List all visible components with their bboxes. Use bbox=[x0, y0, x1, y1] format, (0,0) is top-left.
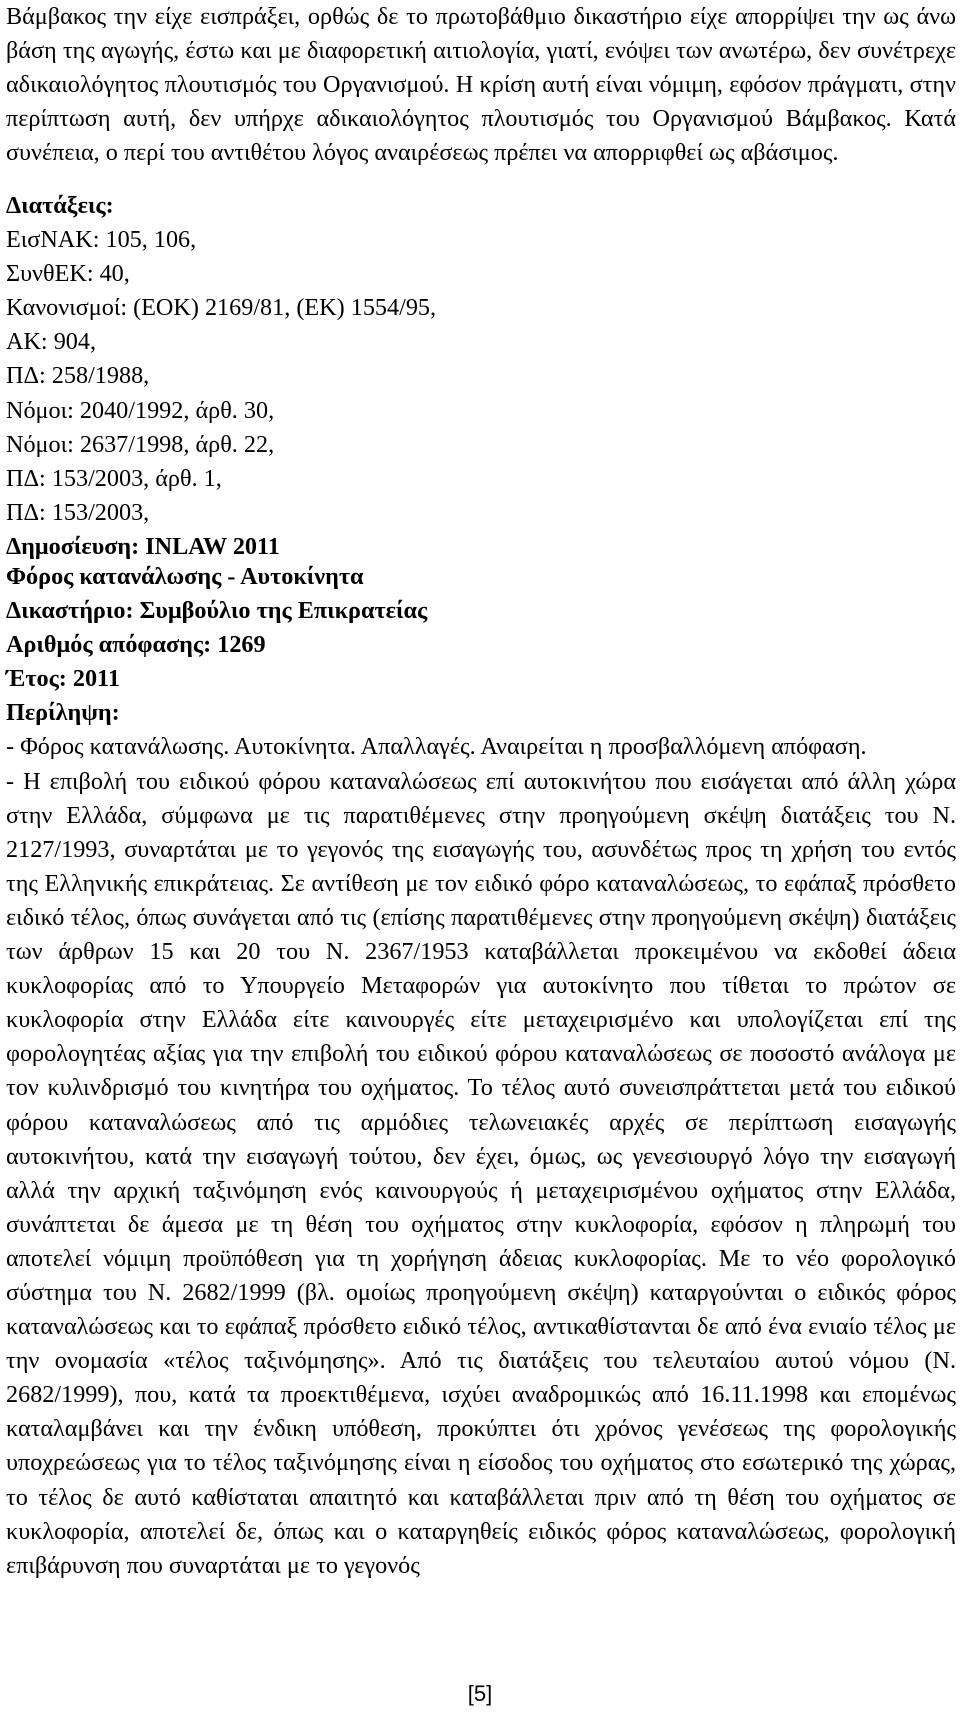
provision-item: ΠΔ: 153/2003, άρθ. 1, bbox=[6, 464, 222, 492]
provision-item: ΠΔ: 258/1988, bbox=[6, 362, 150, 390]
summary-heading: Περίληψη: bbox=[6, 699, 120, 727]
provision-item: Νόμοι: 2637/1998, άρθ. 22, bbox=[6, 430, 275, 458]
case-section bbox=[6, 560, 956, 1583]
page-number: [5] bbox=[467, 1681, 493, 1706]
provisions-heading: Διατάξεις: bbox=[6, 192, 114, 219]
summary-paragraph-2: - Η επιβολή του ειδικού φόρου καταναλώσεως επί αυτοκινήτου που εισάγεται από άλλη χώρα στην Ελλάδα, σύμφωνα με τις παρατιθέμενες στην προηγούμενη σκέψη διατάξεις του Ν. 2127/1993, συναρτάται με το γεγονός της εισαγωγής του, ασυνδέτως προς τη χρήση του εντός της Ελληνικής επικράτειας. Σε αντίθεση με τον ειδικό φόρο καταναλώσεως, το εφάπαξ πρόσθετο ειδικό τέλος, όπως συνάγεται από τις (επίσης παρατιθέμενες στην προηγούμενη σκέψη) διατάξεις των άρθρων 15 και 20 του Ν. 2367/1953 καταβάλλεται προκειμένου να εκδοθεί άδεια κυκλοφορίας από το Υπουργείο Μεταφορών για αυτοκίνητο που τίθεται το πρώτον σε κυκλοφορία στην Ελλάδα είτε καινουργές είτε μεταχειρισμένο και υπολογίζεται επί της φορολογητέας αξίας για την επιβολή του ειδικού φόρου καταναλώσεως σε ποσοστό ανάλογα με τον κυλινδρισμό του κινητήρα του οχήματος. Το τέλος αυτό συνεισπράττεται μετά του ειδικού φόρου καταναλώσεως από τις αρμόδιες τελωνειακές αρχές σε περίπτωση εισαγωγής αυτοκινήτου, κατά την εισαγωγή τούτου, δεν έχει, όμως, ως γενεσιουργό λόγο την εισαγωγή αλλά την αρχική ταξινόμηση ενός καινουργούς ή μεταχειρισμένου οχήματος στην Ελλάδα, συνάπτεται δε άμεσα με τη θέση του οχήματος στην κυκλοφορία, εφόσον η πληρωμή του αποτελεί νόμιμη προϋπόθεση για τη χορήγηση άδειας κυκλοφορίας. Με το νέο φορολογικό σύστημα του Ν. 2682/1999 (βλ. ομοίως προηγούμενη σκέψη) καταργούνται ο ειδικός φόρος καταναλώσεως και το εφάπαξ πρόσθετο ειδικό τέλος, αντικαθίστανται δε από ένα ενιαίο τέλος με την ονομασία «τέλος ταξινόμησης». Από τις διατάξεις του τελευταίου αυτού νόμου (Ν. 2682/1999), που, κατά τα προεκτιθέμενα, ισχύει αναδρομικώς από 16.11.1998 και επομένως καταλαμβάνει και την ένδικη υπόθεση, προκύπτει ότι χρόνος γενέσεως της φορολογικής υποχρεώσεως για το τέλος ταξινόμησης είναι η είσοδος του οχήματος στο εσωτερικό της χώρας, το τέλος δε αυτό καθίσταται απαιτητό και καταβάλλεται πριν από τη θέση του οχήματος σε κυκλοφορία, αποτελεί δε, όπως και ο καταργηθείς ειδικός φόρος καταναλώσεως, φορολογική επιβάρυνση που συναρτάται με το γεγονός bbox=[6, 767, 956, 1579]
case-year: Έτος: 2011 bbox=[6, 665, 120, 693]
case-subject: Φόρος κατανάλωσης - Αυτοκίνητα bbox=[6, 563, 364, 590]
provision-item: Νόμοι: 2040/1992, άρθ. 30, bbox=[6, 396, 275, 424]
case-decision-number: Αριθμός απόφασης: 1269 bbox=[6, 631, 266, 659]
provision-item: ΕισΝΑΚ: 105, 106, bbox=[6, 226, 197, 254]
summary-paragraph-1: - Φόρος κατανάλωσης. Αυτοκίνητα. Απαλλαγές. Αναιρείται η προσβαλλόμενη απόφαση. bbox=[6, 733, 867, 761]
provisions-section bbox=[6, 189, 956, 564]
provision-item: ΑΚ: 904, bbox=[6, 328, 97, 356]
publication-line: Δημοσίευση: INLAW 2011 bbox=[6, 532, 280, 560]
opening-paragraph: Βάμβακος την είχε εισπράξει, ορθώς δε το πρωτοβάθμιο δικαστήριο είχε απορρίψει την ως άνω βάση της αγωγής, έστω και με διαφορετική αιτιολογία, γιατί, ενόψει των ανωτέρω, δεν συνέτρεχε αδικαιολόγητος πλουτισμός του Οργανισμού. Η κρίση αυτή είναι νόμιμη, εφόσον πράγματι, στην περίπτωση αυτή, δεν υπήρχε αδικαιολόγητος πλουτισμός του Οργανισμού Βάμβακος. Κατά συνέπεια, ο περί του αντιθέτου λόγος αναιρέσεως πρέπει να απορριφθεί ως αβάσιμος. bbox=[6, 3, 956, 167]
provision-item: Κανονισμοί: (ΕΟΚ) 2169/81, (ΕΚ) 1554/95, bbox=[6, 294, 437, 322]
provision-item: ΠΔ: 153/2003, bbox=[6, 498, 150, 526]
case-court: Δικαστήριο: Συμβούλιο της Επικρατείας bbox=[6, 597, 428, 625]
provision-item: ΣυνθΕΚ: 40, bbox=[6, 260, 130, 288]
